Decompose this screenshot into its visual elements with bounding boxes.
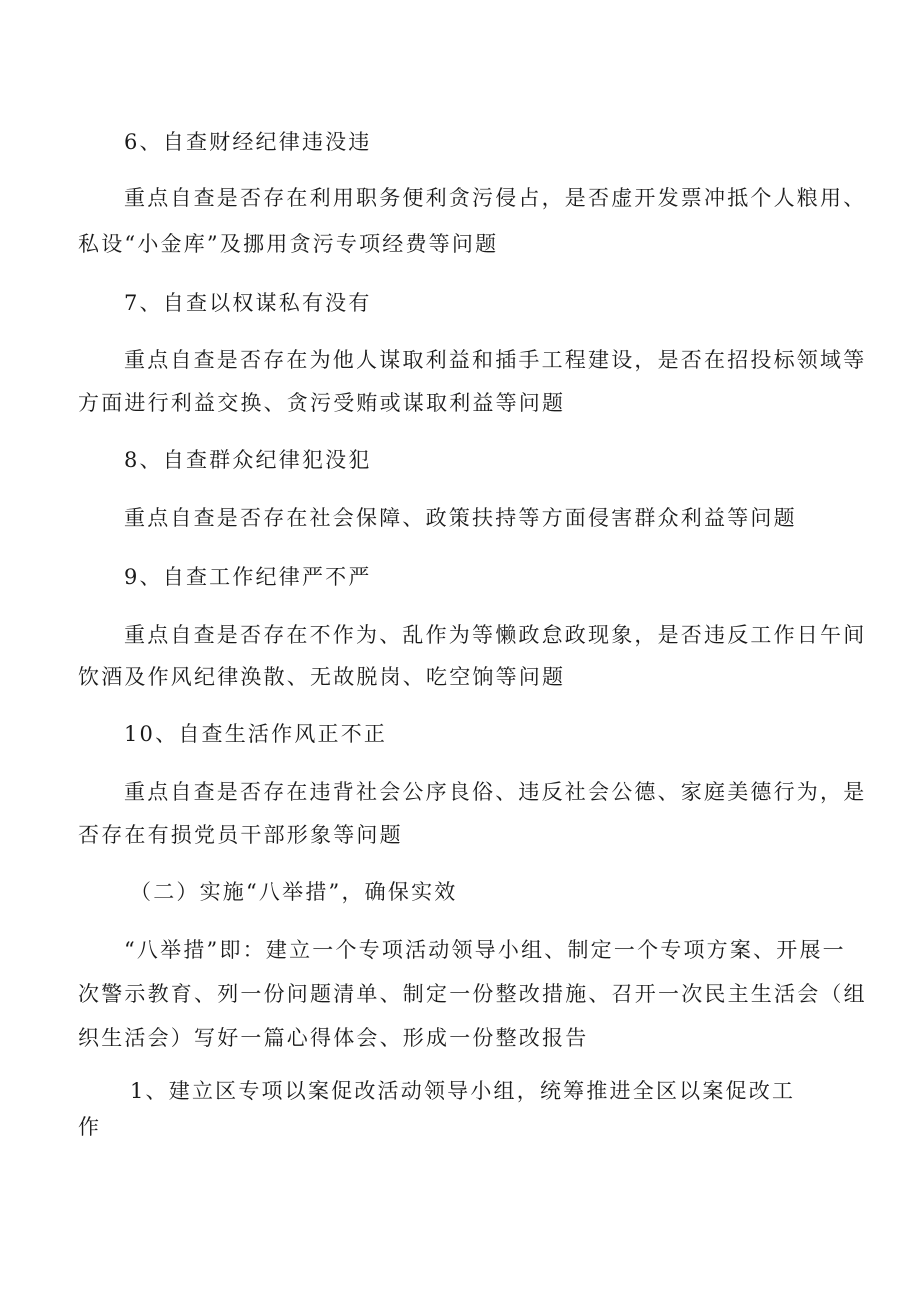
heading-item-6: 6、自查财经纪律违没违	[124, 130, 372, 154]
paragraph-line: 饮酒及作风纪律涣散、无故脱岗、吃空饷等问题	[78, 665, 566, 689]
paragraph-line: 方面进行利益交换、贪污受贿或谋取利益等问题	[78, 391, 566, 415]
paragraph-line: 次警示教育、列一份问题清单、制定一份整改措施、召开一次民主生活会（组	[78, 982, 867, 1006]
paragraph-line: 作	[78, 1115, 102, 1139]
paragraph-line: 1、建立区专项以案促改活动领导小组，统筹推进全区以案促改工	[130, 1079, 796, 1103]
paragraph-line: 重点自查是否存在利用职务便利贪污侵占，是否虚开发票冲抵个人粮用、	[124, 186, 867, 210]
paragraph-line: 重点自查是否存在不作为、乱作为等懒政怠政现象，是否违反工作日午间	[124, 623, 867, 647]
paragraph-line: 重点自查是否存在违背社会公序良俗、违反社会公德、家庭美德行为，是	[124, 780, 867, 804]
paragraph-line: 否存在有损党员干部形象等问题	[78, 823, 403, 847]
heading-item-7: 7、自查以权谋私有没有	[124, 291, 372, 315]
heading-item-8: 8、自查群众纪律犯没犯	[124, 448, 372, 472]
paragraph-line: 重点自查是否存在社会保障、政策扶持等方面侵害群众利益等问题	[124, 506, 797, 530]
paragraph-line: 私设“小金库”及挪用贪污专项经费等问题	[78, 232, 499, 256]
heading-item-9: 9、自查工作纪律严不严	[124, 565, 372, 589]
section-heading: （二）实施“八举措”，确保实效	[130, 880, 458, 904]
paragraph-line: 重点自查是否存在为他人谋取利益和插手工程建设，是否在招投标领域等	[124, 348, 867, 372]
paragraph-line: “八举措”即：建立一个专项活动领导小组、制定一个专项方案、开展一	[124, 938, 846, 962]
paragraph-line: 织生活会）写好一篇心得体会、形成一份整改报告	[78, 1026, 589, 1050]
heading-item-10: 10、自查生活作风正不正	[124, 722, 388, 746]
